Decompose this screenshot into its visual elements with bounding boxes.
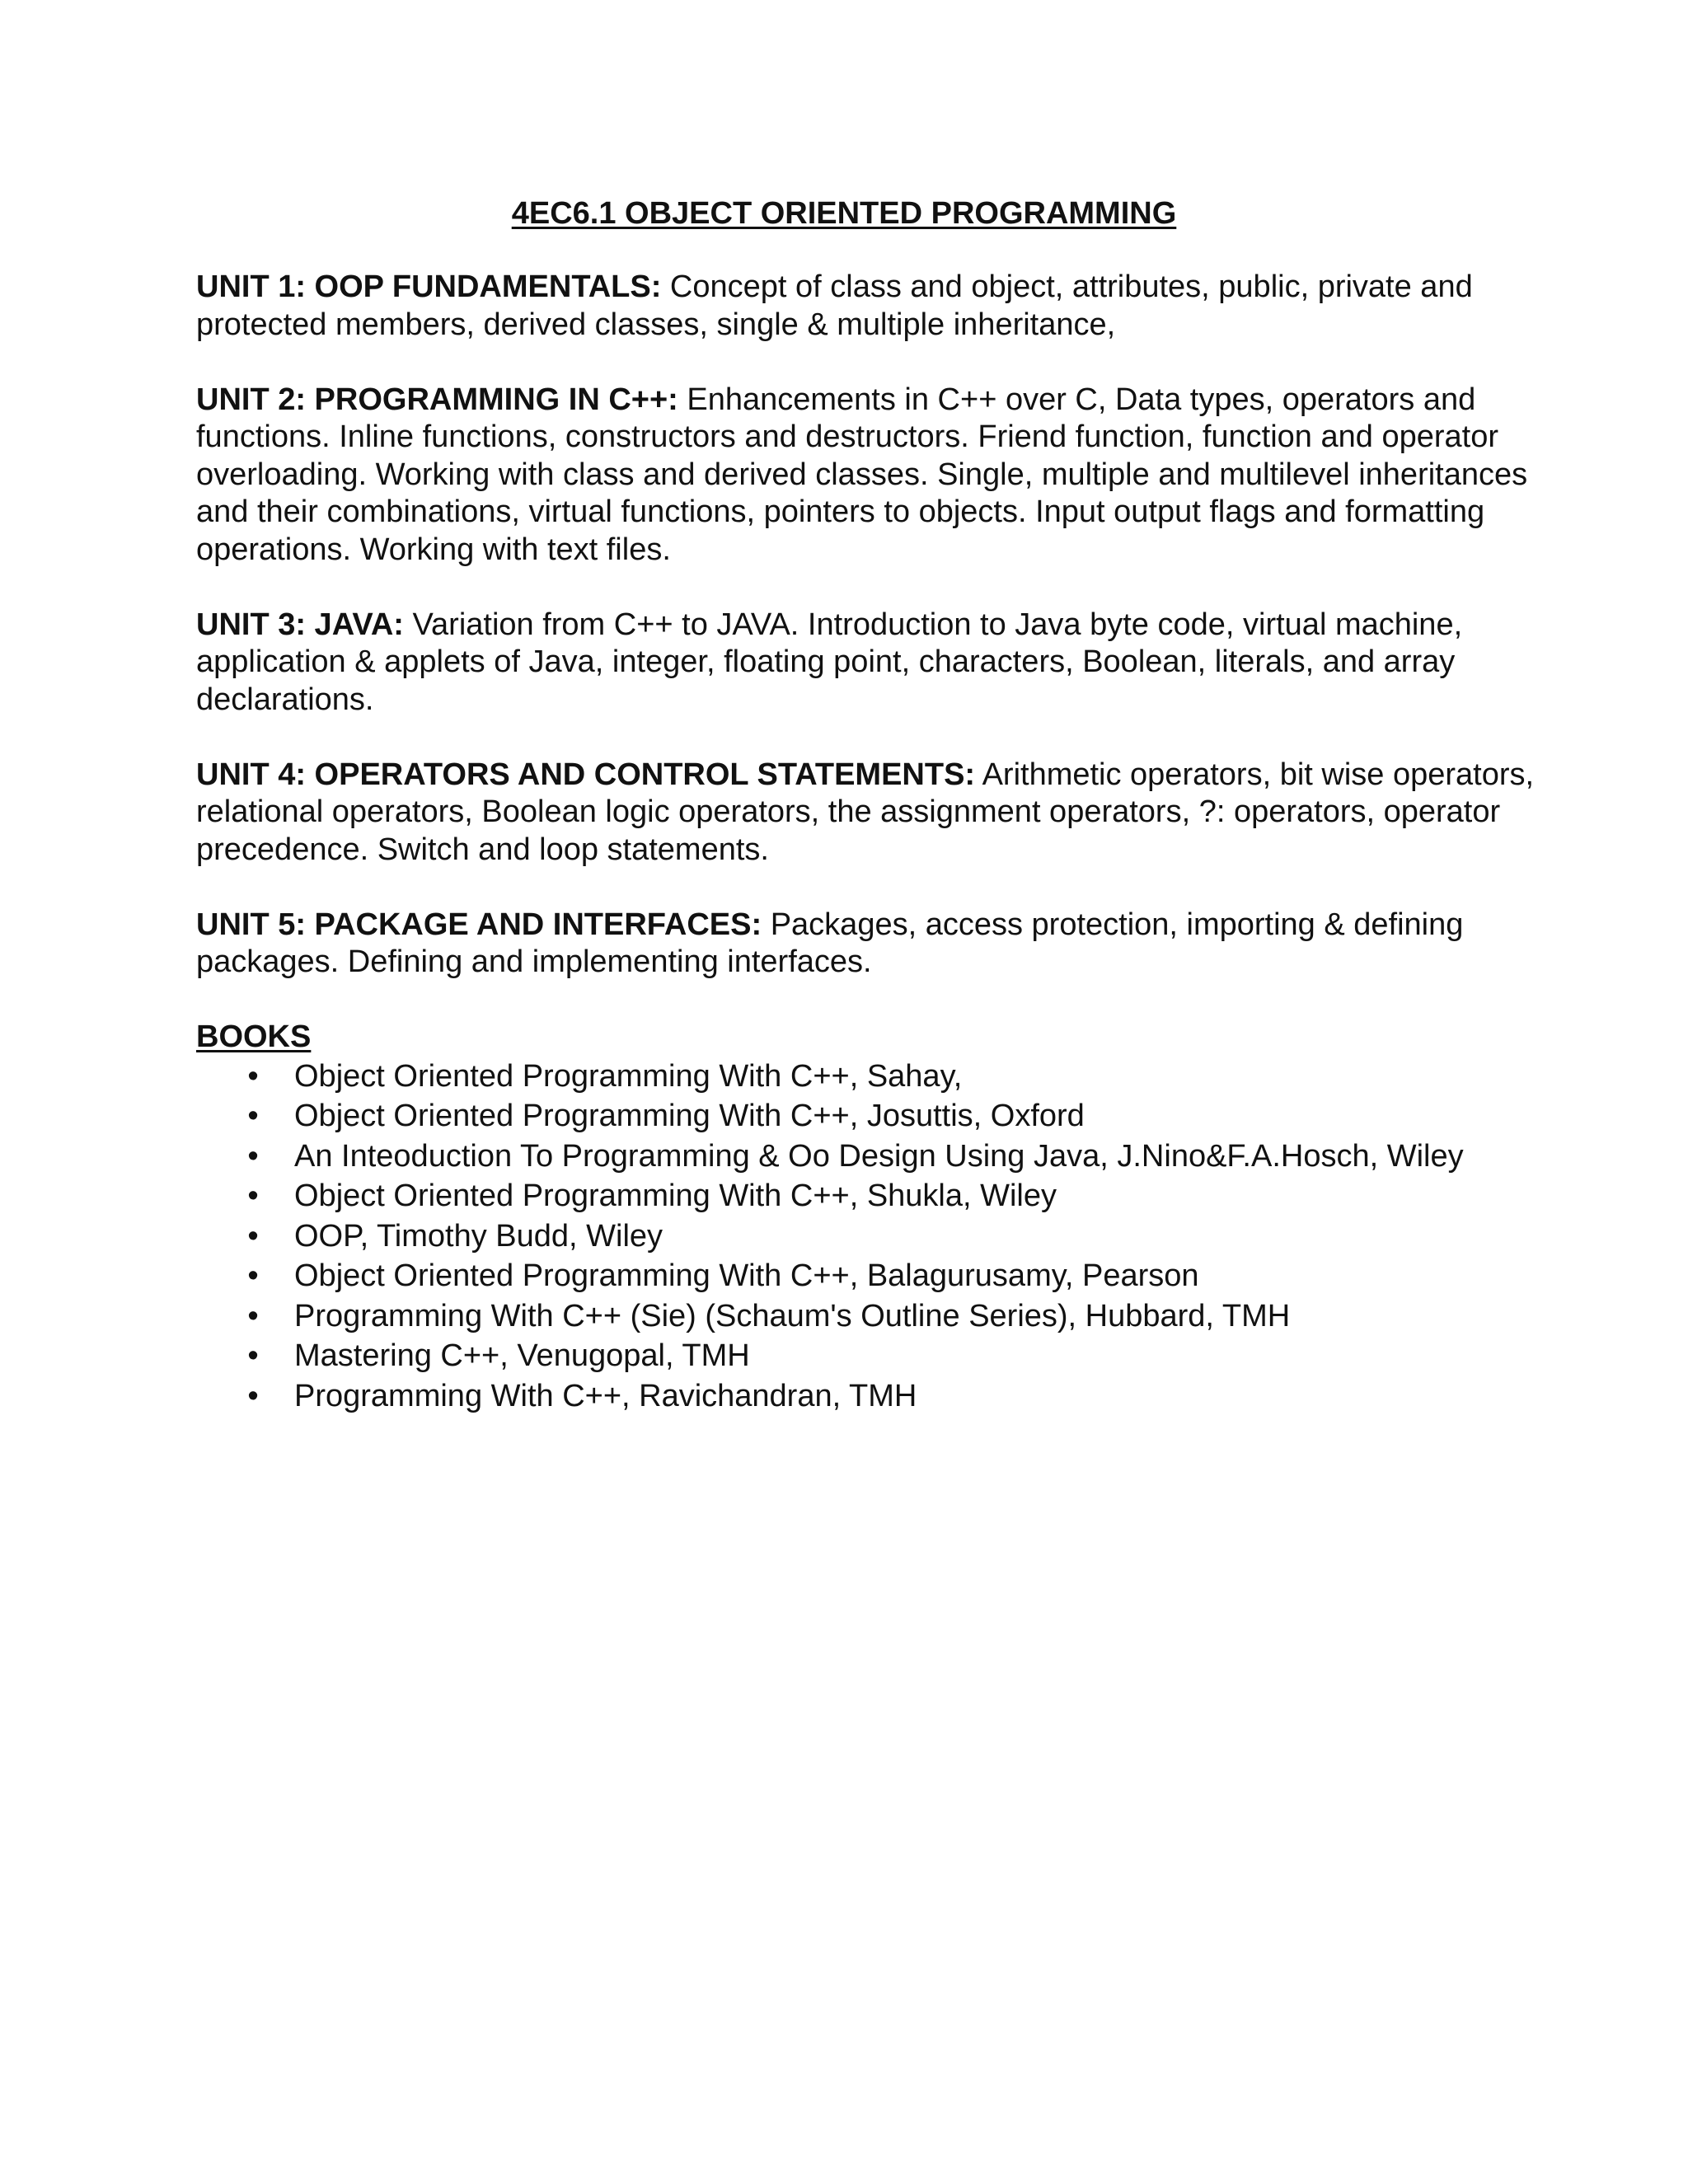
book-item [196,1057,1548,1097]
book-title: Programming With C++ (Sie) (Schaum's Outline Series), Hubbard, TMH [294,1298,1291,1333]
book-item [196,1296,1548,1337]
book-title: An Inteoduction To Programming & Oo Design Using Java, J.Nino&F.A.Hosch, Wiley [294,1138,1464,1174]
unit-text: Enhancements in C++ over C, Data types, operators and functions. Inline functions, constructors and destructors. Friend function, function and operator overloading. Working with class and derived classes. Single, multiple and multilevel inheritances and their combinations, virtual functions, pointers to objects. Input output flags and formatting operations. Working with text files. [196,382,1528,567]
bullet-icon: • [247,1338,259,1373]
book-title: Object Oriented Programming With C++, Shukla, Wiley [294,1179,1057,1213]
book-item [196,1096,1548,1137]
unit-text: Variation from C++ to JAVA. Introduction to Java byte code, virtual machine, application & applets of Java, integer, floating point, characters, Boolean, literals, and array declarations. [196,607,1463,717]
bullet-icon: • [247,1058,259,1094]
syllabus-content [196,269,1548,1416]
unit-text: Concept of class and object, attributes, public, private and protected members, derived classes, single & multiple inheritance, [196,269,1473,342]
book-item [196,1137,1548,1177]
book-title: OOP, Timothy Budd, Wiley [294,1218,663,1254]
book-item [196,1336,1548,1376]
book-title: Object Oriented Programming With C++, Josuttis, Oxford [294,1099,1085,1133]
book-title: Programming With C++, Ravichandran, TMH [294,1378,917,1413]
books-heading: BOOKS [196,1019,312,1054]
unit-1 [196,269,1548,344]
bullet-icon: • [247,1298,259,1333]
bullet-icon: • [247,1258,259,1293]
unit-text: Packages, access protection, importing & defining packages. Defining and implementing interfaces. [196,907,1464,979]
page-title-text: 4EC6.1 OBJECT ORIENTED PROGRAMMING [511,196,1177,231]
book-title: Object Oriented Programming With C++, Sahay, [294,1058,963,1094]
unit-text: Arithmetic operators, bit wise operators, relational operators, Boolean logic operators, the assignment operators, ?: operators, operator precedence. Switch and loop statements. [196,757,1535,867]
unit-heading: UNIT 2: PROGRAMMING IN C++: [196,382,678,417]
book-item [196,1216,1548,1257]
bullet-icon: • [247,1099,259,1133]
unit-4 [196,757,1548,869]
page-title [0,194,1688,232]
book-item [196,1256,1548,1296]
bullet-icon: • [247,1138,259,1174]
unit-heading: UNIT 4: OPERATORS AND CONTROL STATEMENTS: [196,757,976,792]
bullet-icon: • [247,1179,259,1213]
unit-heading: UNIT 3: JAVA: [196,607,404,642]
book-item [196,1176,1548,1216]
unit-2 [196,382,1548,569]
book-list [196,1057,1548,1417]
unit-3 [196,607,1548,719]
bullet-icon: • [247,1218,259,1254]
unit-heading: UNIT 1: OOP FUNDAMENTALS: [196,269,662,304]
unit-5 [196,907,1548,982]
book-title: Mastering C++, Venugopal, TMH [294,1338,750,1373]
book-title: Object Oriented Programming With C++, Balagurusamy, Pearson [294,1258,1199,1293]
bullet-icon: • [247,1378,259,1413]
unit-heading: UNIT 5: PACKAGE AND INTERFACES: [196,907,762,942]
book-item [196,1376,1548,1417]
